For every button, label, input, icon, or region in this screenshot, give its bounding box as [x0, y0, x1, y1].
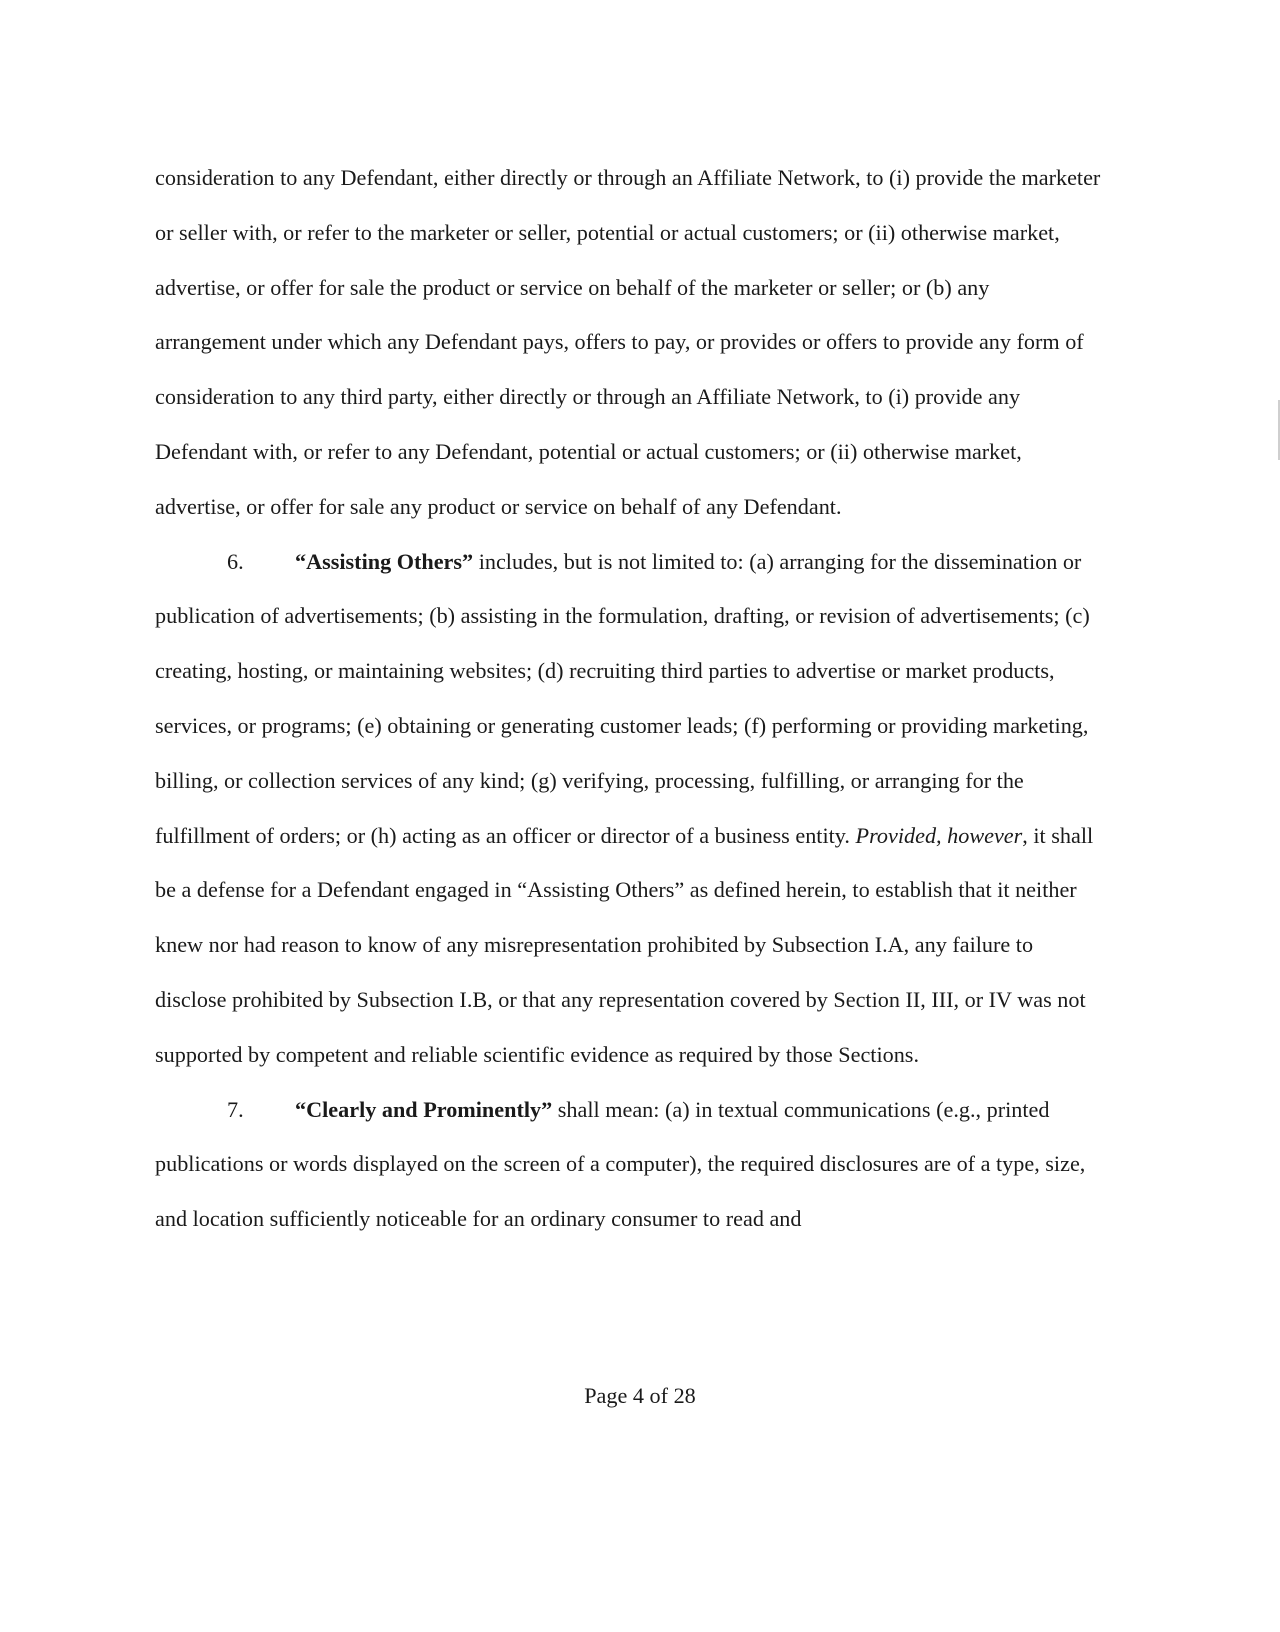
paragraph-number: 6. — [227, 548, 244, 574]
paragraph-6 — [155, 535, 1105, 1083]
paragraph-text: , it shall be a defense for a Defendant engaged in “Assisting Others” as defined herein, to establish that it neither knew nor had reason to know of any misrepresentation prohibited by Subsection I.A, any failure to disclose prohibited by Subsection I.B, or that any representation covered by Section II, III, or IV was not supported by competent and reliable scientific evidence as required by those Sections. — [155, 822, 1094, 1067]
paragraph-number: 7. — [227, 1096, 244, 1122]
paragraph-continued-text: consideration to any Defendant, either directly or through an Affiliate Network, to (i) provide the marketer or seller with, or refer to the marketer or seller, potential or actual customers; or (ii) otherwise market, advertise, or offer for sale the product or service on behalf of the marketer or seller; or (b) any arrangement under which any Defendant pays, offers to pay, or provides or offers to provide any form of consideration to any third party, either directly or through an Affiliate Network, to (i) provide any Defendant with, or refer to any Defendant, potential or actual customers; or (ii) otherwise market, advertise, or offer for sale any product or service on behalf of any Defendant. — [155, 165, 1101, 519]
page-footer: Page 4 of 28 — [584, 1383, 696, 1408]
paragraph-text: shall mean: (a) in textual communications (e.g., printed publications or words displayed on the screen of a computer), the required disclosures are of a type, size, and location sufficiently noticeable for an ordinary consumer to read and — [155, 1096, 1086, 1232]
defined-term: “Assisting Others” — [295, 548, 474, 574]
document-body — [155, 151, 1105, 1247]
defined-term: “Clearly and Prominently” — [295, 1096, 553, 1122]
paragraph-text: includes, but is not limited to: (a) arranging for the dissemination or publication of advertisements; (b) assisting in the formulation, drafting, or revision of advertisements; (c) creating, hosting, or maintaining websites; (d) recruiting third parties to advertise or market products, services, or programs; (e) obtaining or generating customer leads; (f) performing or providing marketing, billing, or collection services of any kind; (g) verifying, processing, fulfilling, or arranging for the fulfillment of orders; or (h) acting as an officer or director of a business entity. — [155, 548, 1090, 848]
paragraph-continued — [155, 151, 1105, 535]
paragraph-7 — [155, 1083, 1105, 1247]
italic-phrase: Provided, however — [855, 822, 1023, 848]
